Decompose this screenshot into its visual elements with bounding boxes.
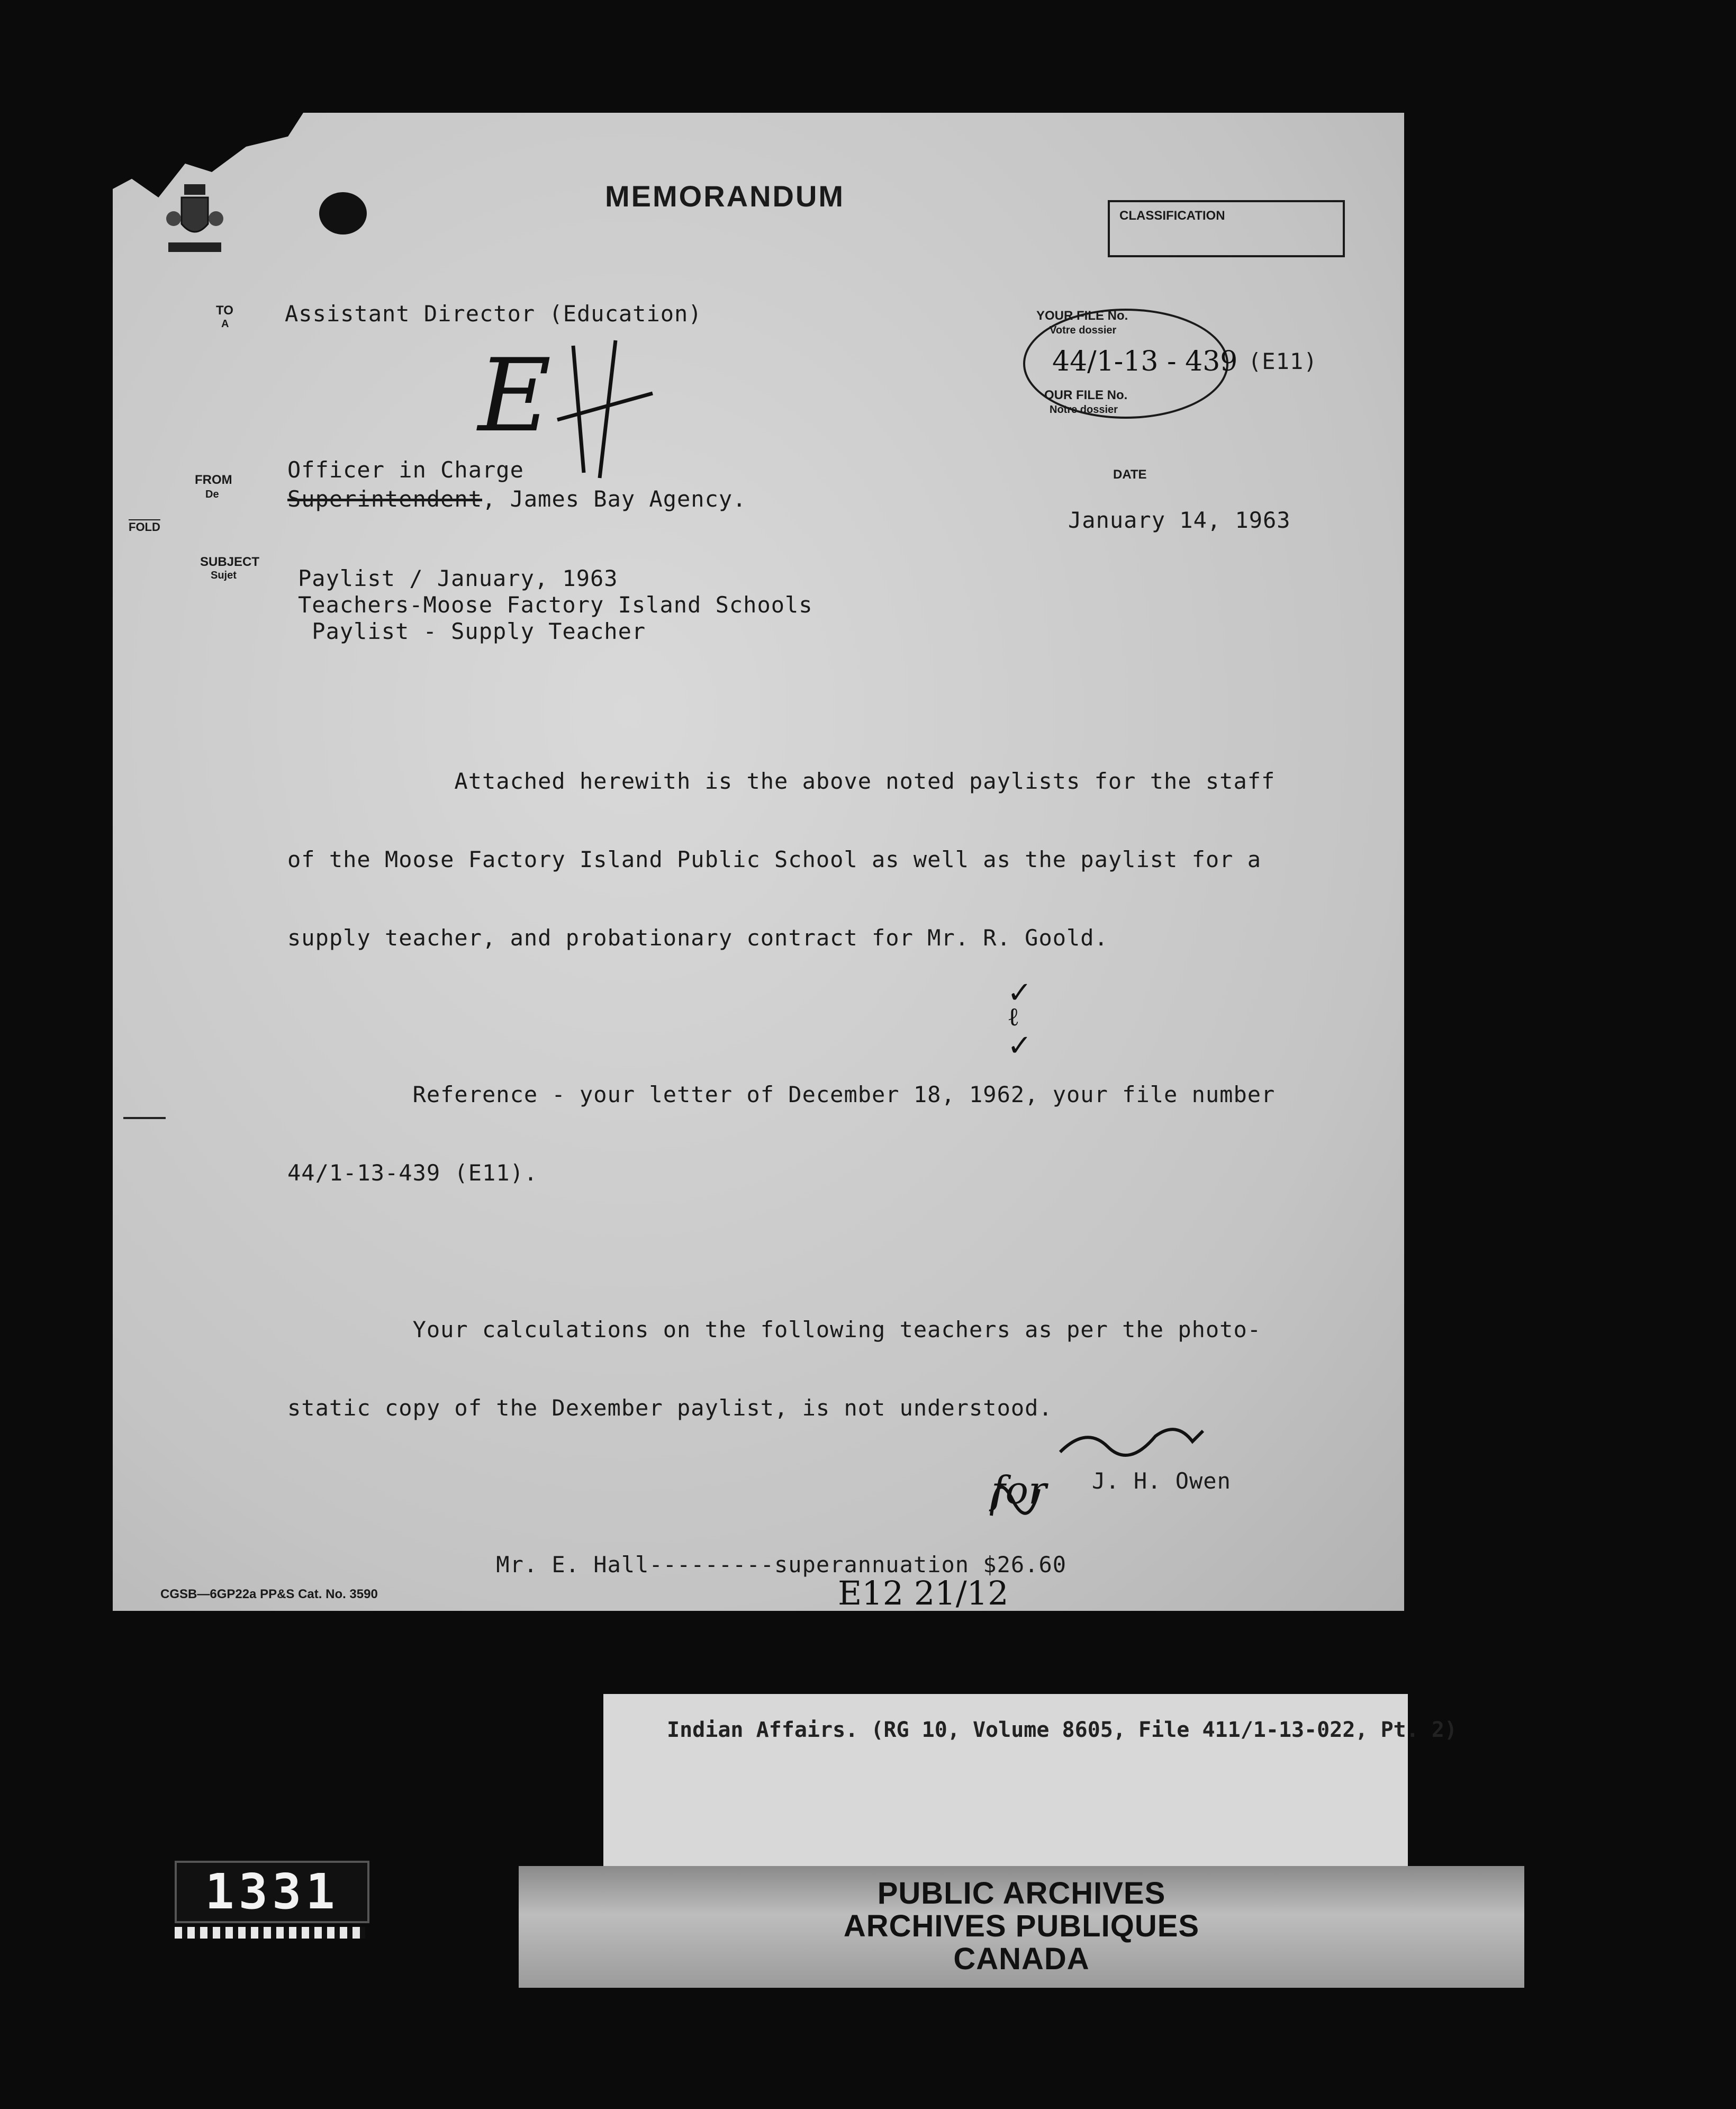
from-label-fr: De <box>205 489 219 500</box>
our-file-label: OUR FILE No. <box>1044 388 1128 402</box>
body-line <box>287 1238 1367 1265</box>
from-line-2 <box>287 486 746 512</box>
classification-label: CLASSIFICATION <box>1119 209 1225 223</box>
handwritten-reference: E12 21/12 <box>838 1574 1009 1611</box>
coat-of-arms-icon <box>166 182 224 261</box>
stamp-line-3: CANADA <box>953 1942 1090 1976</box>
your-file-number: 44/1-13 - 439 <box>1052 346 1238 377</box>
deduction-line: Mr. E. Hall---------superannuation $26.60 <box>287 1552 1067 1578</box>
body-line: Attached herewith is the above noted paylists for the staff <box>287 768 1276 794</box>
your-file-label: YOUR FILE No. <box>1036 309 1128 323</box>
frame-tick-strip <box>175 1927 365 1939</box>
from-struck-word: Superintendent <box>287 486 483 512</box>
check-mark-icon: ✓ <box>1007 1029 1032 1063</box>
subject-line-1: Paylist / January, 1963 <box>298 565 618 591</box>
stamp-line-1: PUBLIC ARCHIVES <box>877 1876 1166 1910</box>
body-line: 44/1-13-439 (E11). <box>287 1160 538 1186</box>
from-agency: , James Bay Agency. <box>482 486 747 512</box>
subject-line-3: Paylist - Supply Teacher <box>298 618 646 644</box>
to-label-fr: A <box>221 318 229 330</box>
body-line: Your calculations on the following teachers as per the photo- <box>287 1317 1262 1342</box>
subject-label-fr: Sujet <box>211 570 237 581</box>
body-line: of the Moose Factory Island Public School as well as the paylist for a <box>287 846 1262 872</box>
memo-title: MEMORANDUM <box>605 179 845 213</box>
your-file-label-fr: Votre dossier <box>1050 325 1117 336</box>
ink-blot <box>319 192 367 235</box>
body-line: Reference - your letter of December 18, 1962, your file number <box>287 1081 1276 1107</box>
to-recipient: Assistant Director (Education) <box>285 301 702 327</box>
body-line: static copy of the Dexember paylist, is not understood. <box>287 1395 1053 1421</box>
subject-line-2: Teachers-Moose Factory Island Schools <box>298 592 813 618</box>
body-line <box>287 1003 1367 1030</box>
your-file-suffix: (E11) <box>1248 348 1318 374</box>
signatory-name: J. H. Owen <box>1092 1468 1231 1494</box>
archive-stamp <box>519 1866 1524 1988</box>
frame-counter: 1331 <box>175 1861 369 1923</box>
handwritten-initials: E <box>478 337 551 454</box>
check-mark-icon: ✓ <box>1007 976 1032 1010</box>
check-mark-icon: ℓ <box>1007 1002 1019 1032</box>
fold-label: FOLD <box>129 520 160 534</box>
margin-dash <box>123 1117 166 1119</box>
classification-box <box>1108 200 1345 257</box>
signature-prefix: for <box>991 1468 1047 1512</box>
archive-reference: Indian Affairs. (RG 10, Volume 8605, File 411/1-13-022, Pt. 2) <box>667 1718 1458 1742</box>
body-line: supply teacher, and probationary contract for Mr. R. Goold. <box>287 925 1108 951</box>
memo-page <box>113 113 1404 1611</box>
subject-label: SUBJECT <box>200 555 260 569</box>
from-label: FROM <box>195 473 232 487</box>
date-label: DATE <box>1113 467 1147 482</box>
stamp-line-2: ARCHIVES PUBLIQUES <box>843 1909 1200 1943</box>
from-line-1: Officer in Charge <box>287 457 524 483</box>
archive-reference-card <box>603 1694 1458 1885</box>
form-number: CGSB—6GP22a PP&S Cat. No. 3590 <box>160 1587 378 1601</box>
handwritten-strike-mark <box>552 335 658 483</box>
our-file-label-fr: Notre dossier <box>1050 404 1118 416</box>
to-label: TO <box>216 303 233 318</box>
memo-date: January 14, 1963 <box>1068 507 1291 533</box>
